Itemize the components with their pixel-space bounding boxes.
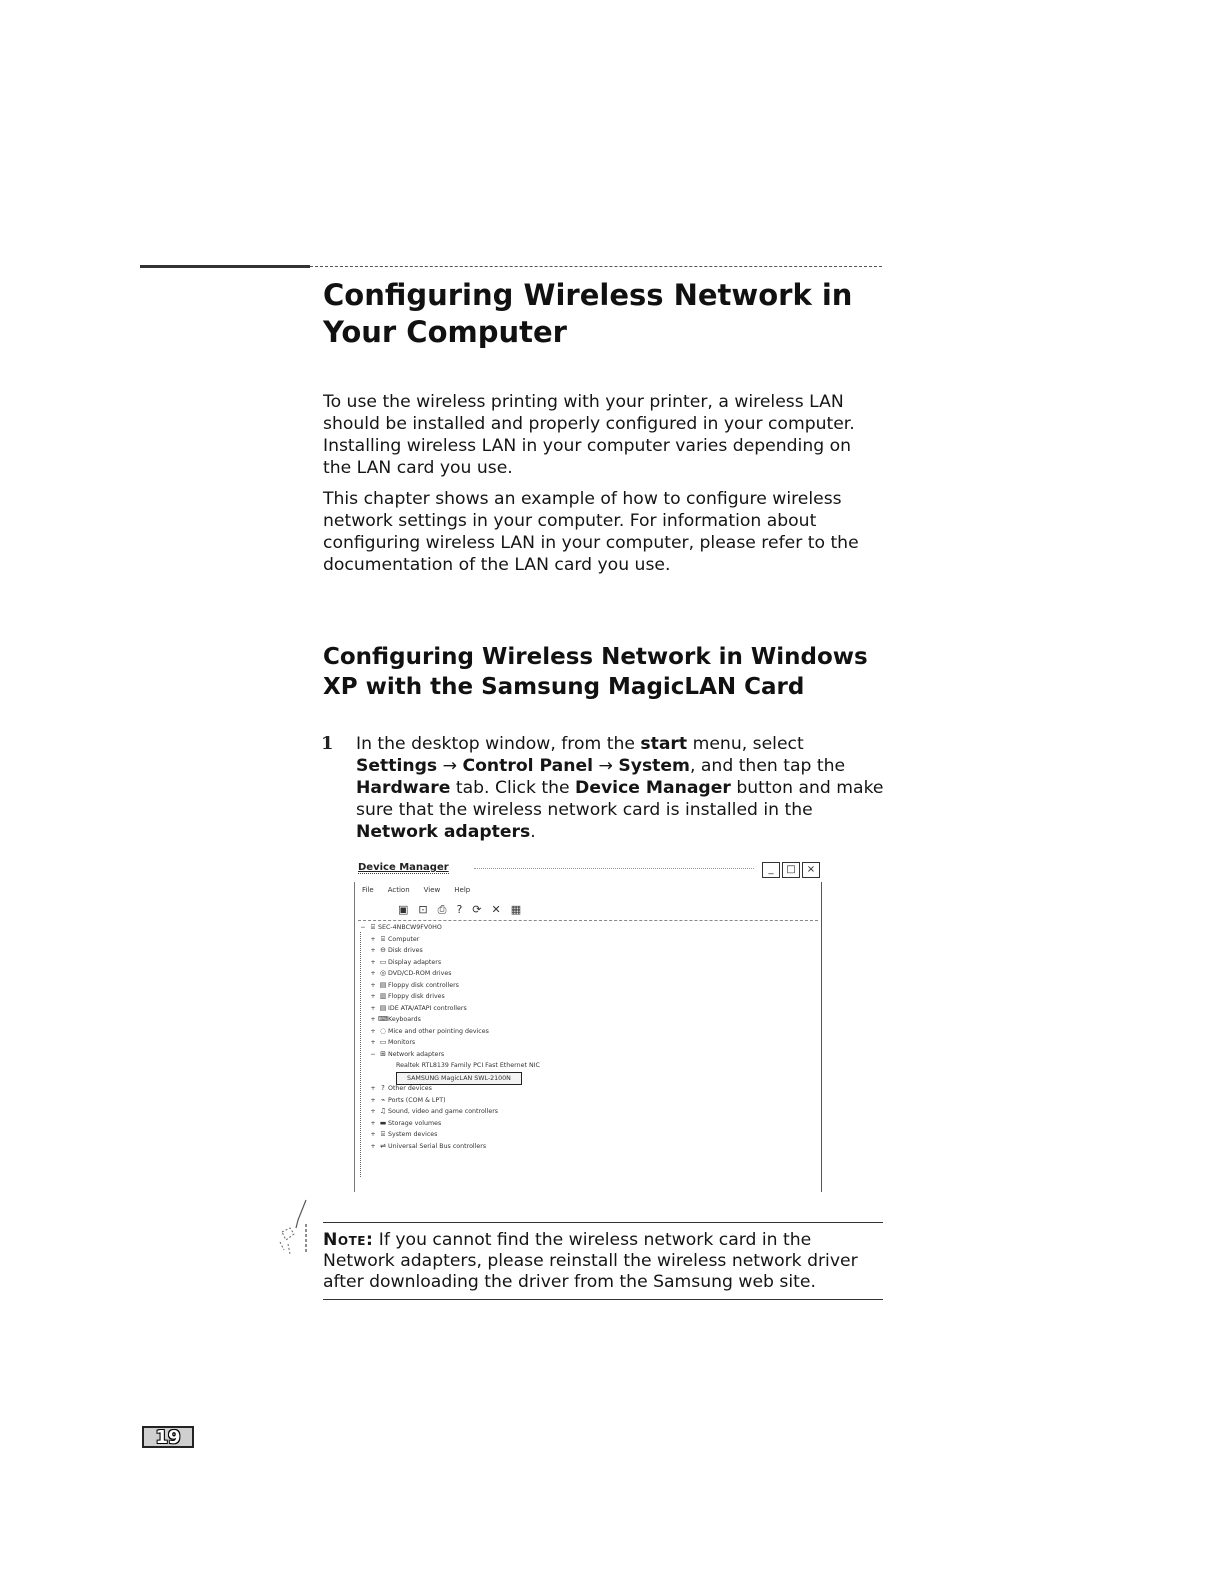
tree-item-monitors[interactable]	[358, 1037, 818, 1049]
arrow-2: →	[593, 756, 619, 776]
tree-item-mice-and-other-pointing-devices[interactable]	[358, 1026, 818, 1038]
tree-item-display-adapters[interactable]	[358, 957, 818, 969]
note-pencil-icon	[276, 1198, 312, 1258]
tree-item-sound-video-and-game-controllers[interactable]	[358, 1106, 818, 1118]
page-title: Configuring Wireless Network in Your Computer	[323, 278, 853, 349]
expander-icon[interactable]: +	[370, 1085, 376, 1092]
expander-icon[interactable]: +	[370, 958, 376, 966]
uninstall-icon[interactable]: ✕	[491, 903, 501, 916]
titlebar-texture	[474, 868, 754, 869]
step-text-2: menu, select	[687, 734, 804, 754]
step-text-4: tab. Click the	[450, 778, 576, 798]
window-border-right	[821, 860, 822, 1192]
tree-item-label: Other devices	[388, 1085, 432, 1092]
device-category-icon: ⊞	[380, 1049, 386, 1058]
computer-icon: ⌸	[370, 923, 376, 931]
expander-icon[interactable]: +	[370, 981, 376, 989]
tree-item-label: Keyboards	[388, 1016, 421, 1023]
tree-item-label: Disk drives	[388, 947, 423, 954]
menu-action[interactable]: Action	[387, 886, 410, 894]
menu-file[interactable]: File	[362, 886, 374, 894]
tree-item-universal-serial-bus-controllers[interactable]	[358, 1141, 818, 1153]
tree-root[interactable]: − ⌸ SEC-4NBCW9FV0HO	[358, 922, 818, 934]
network-adapter-item-selected[interactable]: SAMSUNG MagicLAN SWL-2100N	[358, 1072, 818, 1084]
expander-icon[interactable]: +	[370, 970, 376, 977]
expander-icon[interactable]: +	[370, 1096, 376, 1104]
device-category-icon: ⌁	[380, 1095, 386, 1104]
device-manager-screenshot	[354, 860, 822, 1192]
device-category-icon: ▥	[379, 992, 387, 1000]
expander-icon[interactable]: −	[370, 1050, 376, 1058]
device-category-icon: ▭	[379, 957, 387, 966]
tree-item-network-adapters[interactable]	[358, 1049, 818, 1061]
window-title: Device Manager	[358, 862, 449, 873]
tree-item-keyboards[interactable]	[358, 1014, 818, 1026]
tree-item-label: System devices	[388, 1131, 438, 1138]
tree-item-system-devices[interactable]	[358, 1129, 818, 1141]
network-adapters-label: Network adapters	[356, 822, 531, 842]
tree-item-label: Monitors	[388, 1039, 416, 1046]
settings-label: Settings	[356, 756, 438, 776]
expander-icon[interactable]: +	[370, 947, 376, 954]
note-label: Note:	[323, 1230, 374, 1250]
expander-icon[interactable]: +	[370, 1039, 376, 1046]
window-border-left	[354, 860, 355, 1192]
tree-item-label: Floppy disk drives	[388, 993, 445, 1000]
help-icon[interactable]: ?	[456, 903, 463, 916]
step-text-3: , and then tap the	[689, 756, 846, 776]
device-category-icon: ◌	[379, 1026, 387, 1035]
device-category-icon: ▬	[379, 1118, 387, 1127]
tree-item-computer[interactable]	[358, 934, 818, 946]
device-category-icon: ⌨	[378, 1015, 389, 1023]
close-button[interactable]: ×	[802, 862, 820, 878]
tree-item-label: IDE ATA/ATAPI controllers	[388, 1004, 467, 1012]
network-adapter-item[interactable]: Realtek RTL8139 Family PCI Fast Ethernet NIC	[396, 1062, 540, 1069]
page-number: 19	[142, 1426, 194, 1448]
expander-icon[interactable]: +	[370, 1027, 376, 1035]
step-text-1: In the desktop window, from the	[356, 734, 641, 754]
note-bottom-rule	[323, 1299, 883, 1300]
tree-item-label: Network adapters	[388, 1050, 445, 1058]
header-rule-thin	[310, 266, 882, 267]
print-icon[interactable]: ⎙	[437, 903, 447, 916]
device-category-icon: ◎	[379, 969, 387, 977]
header-rule	[140, 265, 882, 268]
system-label: System	[618, 756, 690, 776]
control-panel-label: Control Panel	[462, 756, 594, 776]
expander-icon[interactable]: +	[370, 1142, 376, 1150]
arrow-1: →	[437, 756, 463, 776]
device-category-icon: ▭	[379, 1038, 387, 1046]
device-category-icon: ⇌	[380, 1141, 386, 1150]
step-text-6: .	[530, 822, 536, 842]
tree-item-label: Sound, video and game controllers	[388, 1108, 499, 1115]
device-category-icon: ▤	[379, 980, 387, 989]
section-title: Configuring Wireless Network in Windows XP with the Samsung MagicLAN Card	[323, 644, 868, 700]
tree-item-dvd-cd-rom-drives[interactable]	[358, 968, 818, 980]
start-menu-label: start	[640, 734, 688, 754]
step-number: 1	[321, 733, 334, 754]
window-controls	[762, 862, 820, 878]
maximize-button[interactable]: □	[782, 862, 800, 878]
hardware-label: Hardware	[356, 778, 451, 798]
note-text	[323, 1230, 883, 1293]
device-manager-label: Device Manager	[575, 778, 731, 798]
expander-icon[interactable]: +	[370, 1131, 376, 1138]
intro-paragraph-1: To use the wireless printing with your printer, a wireless LAN should be installed and properly configured in your computer. Installing wireless LAN in your computer varies depending on the LAN card you use.	[323, 392, 855, 478]
tree-item-label: Computer	[388, 935, 420, 943]
step-text-5: button and make sure that the wireless network card is installed in the	[356, 778, 884, 820]
header-rule-thick	[140, 265, 310, 268]
properties-icon[interactable]: ▣	[398, 903, 409, 916]
tree-item-storage-volumes[interactable]	[358, 1118, 818, 1130]
tree-item-disk-drives[interactable]	[358, 945, 818, 957]
tree-item-label: Mice and other pointing devices	[388, 1027, 489, 1035]
toolbar-separator	[358, 920, 818, 921]
tree-item-label: Storage volumes	[388, 1119, 442, 1127]
device-category-icon: ⊖	[380, 946, 386, 954]
tree-item-floppy-disk-controllers[interactable]	[358, 980, 818, 992]
minimize-button[interactable]: _	[762, 862, 780, 878]
device-tree	[358, 922, 818, 1152]
device-category-icon: ⌸	[380, 934, 386, 943]
tree-item-label: DVD/CD-ROM drives	[388, 970, 452, 977]
intro-paragraph-2: This chapter shows an example of how to configure wireless network settings in your computer. For information about configuring wireless LAN in your computer, please refer to the documentation of the LAN card you use.	[323, 489, 859, 575]
expander-icon[interactable]: +	[370, 993, 376, 1000]
menu-bar	[362, 886, 470, 894]
tree-item-ports-com-lpt[interactable]	[358, 1095, 818, 1107]
toolbar	[398, 903, 521, 917]
step-text	[356, 733, 886, 843]
window-titlebar	[354, 860, 822, 882]
tree-item-label: Universal Serial Bus controllers	[388, 1142, 487, 1150]
device-category-icon: ▤	[379, 1003, 387, 1012]
expander-icon[interactable]: +	[370, 935, 376, 943]
tree-item-label: Ports (COM & LPT)	[388, 1096, 446, 1104]
device-category-icon: ?	[381, 1084, 385, 1092]
expander-icon[interactable]: +	[370, 1016, 376, 1023]
tree-item-other-devices[interactable]	[358, 1083, 818, 1095]
tree-item-ide-ata-atapi-controllers[interactable]	[358, 1003, 818, 1015]
disable-icon[interactable]: ▦	[510, 903, 522, 916]
expander-icon[interactable]: +	[370, 1004, 376, 1012]
device-category-icon: ♫	[379, 1107, 387, 1115]
expander-icon[interactable]: +	[370, 1119, 376, 1127]
menu-view[interactable]: View	[423, 886, 441, 894]
note-top-rule	[323, 1222, 883, 1223]
expander-icon[interactable]: +	[370, 1108, 376, 1115]
tree-item-floppy-disk-drives[interactable]	[358, 991, 818, 1003]
tree-item-label: Display adapters	[388, 958, 442, 966]
scan-icon[interactable]: ⟳	[472, 903, 482, 916]
update-icon[interactable]: ⊡	[418, 903, 428, 916]
note-body: If you cannot find the wireless network card in the Network adapters, please reinstall the wireless network driver after downloading the driver from the Samsung web site.	[323, 1230, 858, 1292]
device-category-icon: ⌸	[380, 1130, 386, 1138]
menu-help[interactable]: Help	[454, 886, 471, 894]
tree-item-label: Floppy disk controllers	[388, 981, 459, 989]
